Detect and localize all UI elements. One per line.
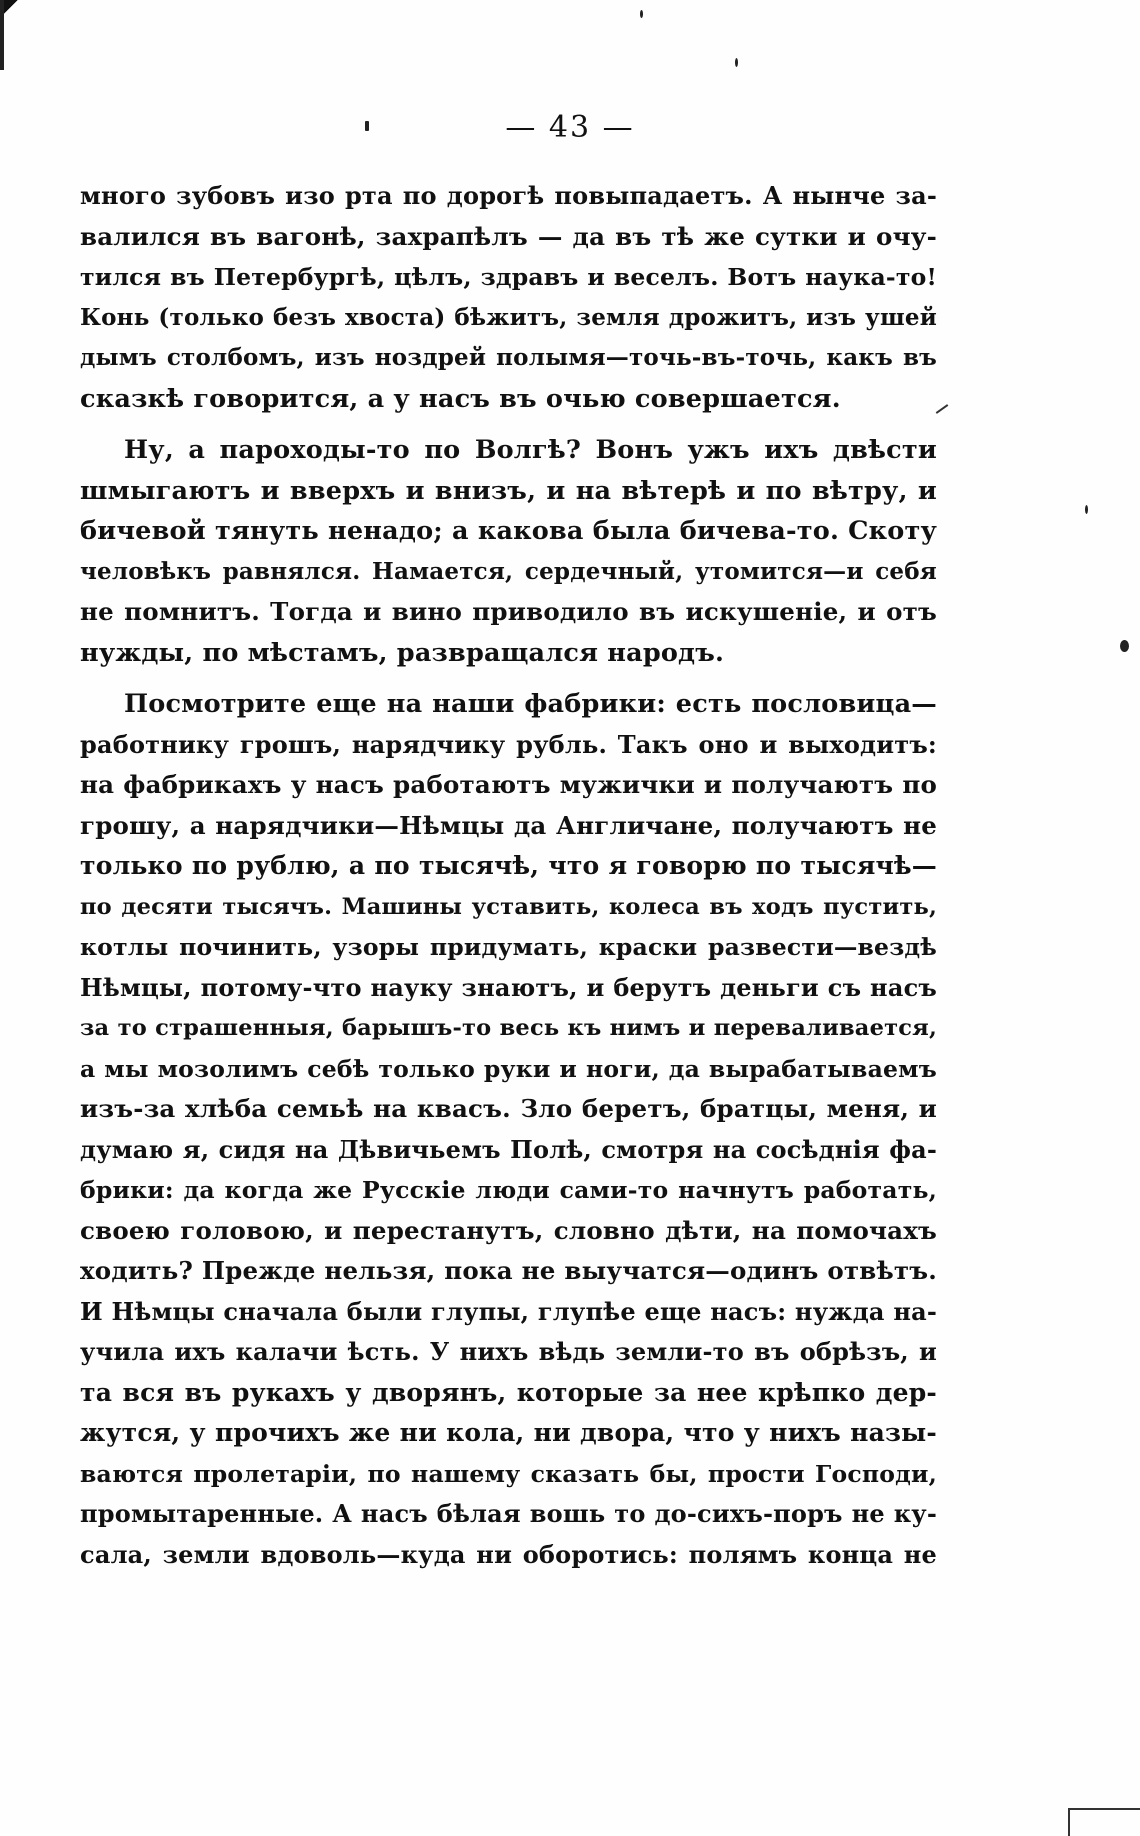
text-line: на фабрикахъ у насъ работаютъ мужички и получаютъ по	[80, 770, 937, 799]
text-line: человѣкъ равнялся. Намается, сердечный, утомится—и себя	[80, 557, 937, 585]
text-line: дымъ столбомъ, изъ ноздрей полымя—точь-въ-точь, какъ въ	[80, 344, 937, 371]
scan-speck	[735, 58, 738, 67]
text-line: Конь (только безъ хвоста) бѣжитъ, земля дрожитъ, изъ ушей	[80, 303, 937, 331]
text-line: изъ-за хлѣба семьѣ на квасъ. Зло беретъ, братцы, меня, и	[80, 1094, 937, 1123]
text-line: нужды, по мѣстамъ, развращался народъ.	[80, 637, 725, 668]
scan-bracket	[1068, 1808, 1140, 1836]
text-line: не помнитъ. Тогда и вино приводило въ искушеніе, и отъ	[80, 597, 937, 626]
text-line: шмыгаютъ и вверхъ и внизъ, и на вѣтерѣ и по вѣтру, и	[80, 475, 937, 506]
scan-speck	[1085, 505, 1088, 514]
text-line: Нѣмцы, потому-что науку знаютъ, и берутъ деньги съ насъ	[80, 972, 937, 1002]
text-line: промытаренные. А насъ бѣлая вошь то до-сихъ-поръ не ку-	[80, 1499, 937, 1528]
text-line: работнику грошъ, нарядчику рубль. Такъ оно и выходитъ:	[80, 729, 937, 759]
text-line: ваются пролетаріи, по нашему сказать бы, прости Господи,	[80, 1459, 937, 1488]
text-line: котлы починить, узоры придумать, краски развести—вездѣ	[80, 933, 937, 961]
text-line: своею головою, и перестанутъ, словно дѣти, на помочахъ	[80, 1215, 937, 1245]
text-line: брики: да когда же Русскіе люди сами-то начнутъ работать,	[80, 1176, 937, 1204]
text-line: по десяти тысячъ. Машины уставить, колеса въ ходъ пустить,	[80, 893, 937, 920]
text-line: грошу, а нарядчики—Нѣмцы да Англичане, получаютъ не	[80, 810, 937, 840]
scan-dash	[936, 404, 949, 414]
text-line: сала, земли вдоволь—куда ни оборотись: полямъ конца не	[80, 1539, 937, 1569]
scan-speck	[640, 10, 643, 18]
text-line: бичевой тянуть ненадо; а какова была бичева-то. Скоту	[80, 516, 937, 546]
text-line: сказкѣ говорится, а у насъ въ очью совершается.	[80, 383, 841, 414]
text-line: Ну, а пароходы-то по Волгѣ? Вонъ ужъ ихъ двѣсти	[124, 435, 937, 465]
paragraph-2	[80, 430, 937, 673]
paragraph-3	[80, 684, 937, 1575]
text-line: думаю я, сидя на Дѣвичьемъ Полѣ, смотря на сосѣднія фа-	[80, 1134, 937, 1164]
text-line: та вся въ рукахъ у дворянъ, которые за нее крѣпко дер-	[80, 1377, 937, 1407]
paragraph-1	[80, 176, 937, 419]
scan-speck	[1120, 640, 1129, 652]
text-line: только по рублю, а по тысячѣ, что я говорю по тысячѣ—	[80, 851, 937, 880]
scan-left-edge	[0, 0, 4, 70]
text-line: Посмотрите еще на наши фабрики: есть пословица—	[124, 689, 937, 719]
text-line: много зубовъ изо рта по дорогѣ повыпадаетъ. А нынче за-	[80, 181, 937, 210]
page-number: — 43 —	[505, 110, 635, 145]
text-line: тился въ Петербургѣ, цѣлъ, здравъ и веселъ. Вотъ наука-то!	[80, 263, 937, 291]
text-line: жутся, у прочихъ же ни кола, ни двора, что у нихъ назы-	[80, 1418, 937, 1447]
text-line: И Нѣмцы сначала были глупы, глупѣе еще насъ: нужда на-	[80, 1296, 937, 1326]
body-text	[80, 176, 937, 1575]
text-line: учила ихъ калачи ѣсть. У нихъ вѣдь земли-то въ обрѣзъ, и	[80, 1337, 937, 1366]
text-line: за то страшенныя, барышъ-то весь къ нимъ и переваливается,	[80, 1015, 937, 1041]
text-line: валился въ вагонѣ, захрапѣлъ — да въ тѣ же сутки и очу-	[80, 221, 937, 251]
text-line: а мы мозолимъ себѣ только руки и ноги, да вырабатываемъ	[80, 1054, 937, 1083]
text-line: ходить? Прежде нельзя, пока не выучатся—одинъ отвѣтъ.	[80, 1256, 937, 1285]
